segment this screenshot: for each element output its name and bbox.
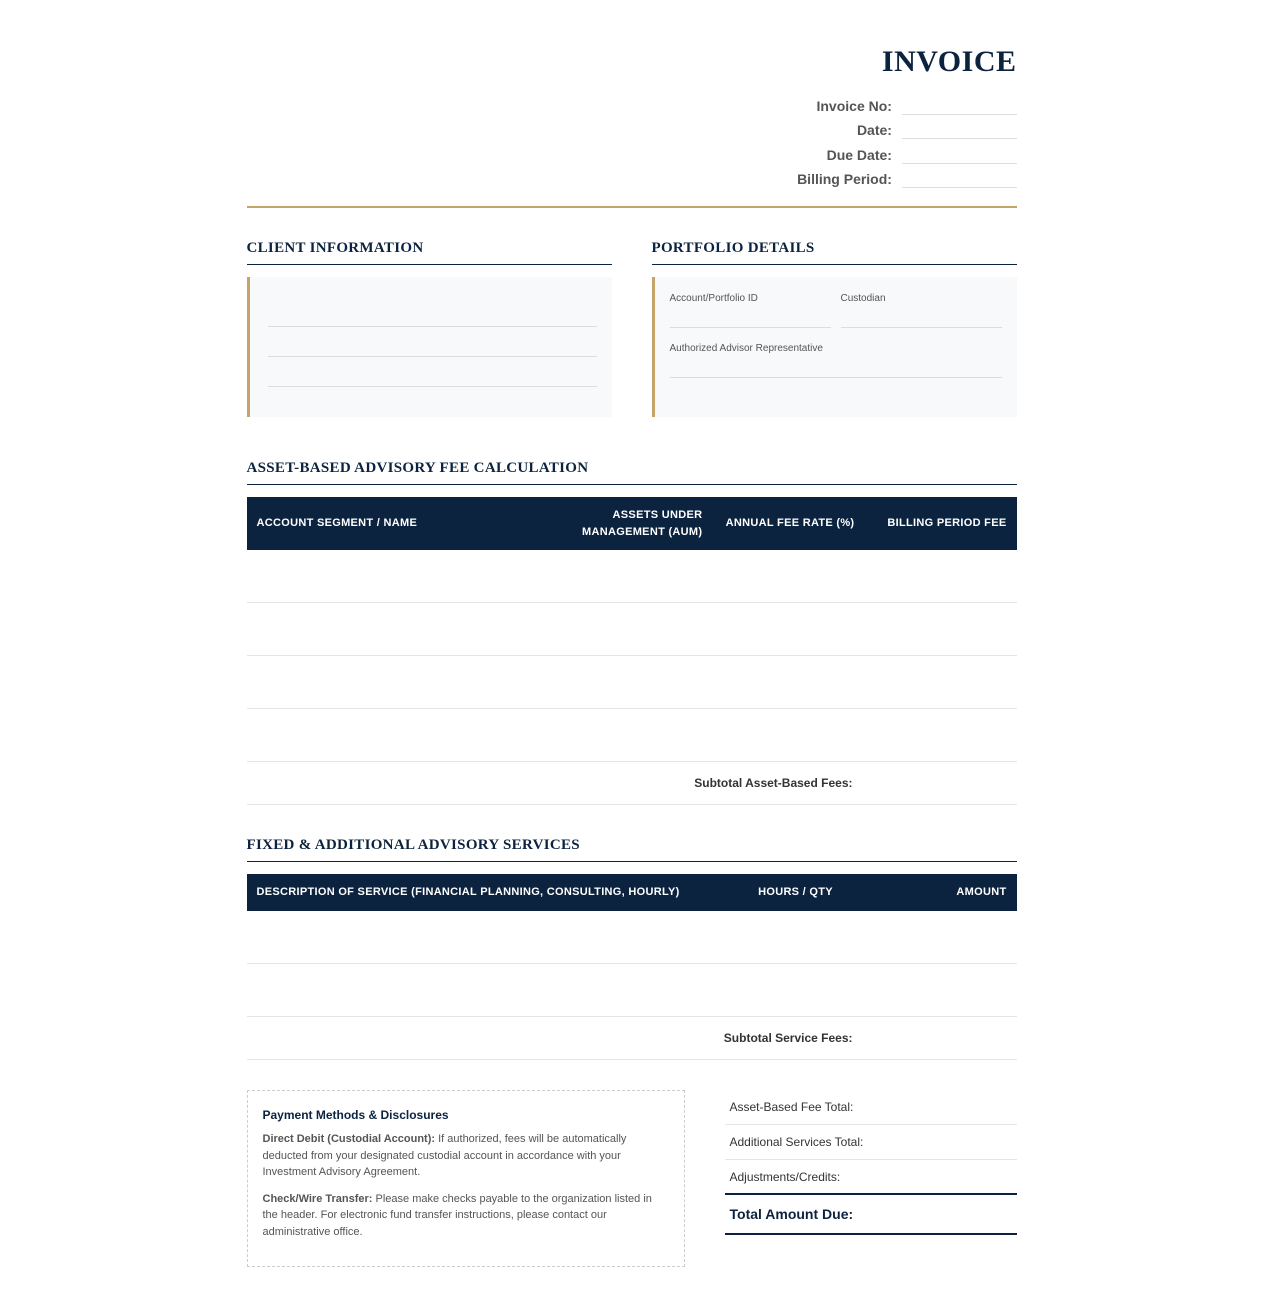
- services-section: [247, 837, 1017, 1060]
- direct-debit-note: [263, 1131, 669, 1181]
- date-row: [797, 115, 1017, 140]
- custodian-group: [841, 292, 1002, 342]
- account-id-label: Account/Portfolio ID: [669, 293, 758, 304]
- account-id-field[interactable]: [670, 305, 831, 328]
- portfolio-card: [652, 277, 1017, 417]
- check-wire-text: Please make checks payable to the organization listed in the header. For electronic fund transfer instructions, please contact our administrative office.: [262, 1192, 652, 1238]
- table-row[interactable]: [247, 603, 1017, 656]
- client-lines: [250, 277, 612, 387]
- asset-fee-title: ASSET-BASED ADVISORY FEE CALCULATION: [247, 460, 1017, 485]
- asset-subtotal-row: [247, 762, 1017, 805]
- advisor-field[interactable]: [670, 355, 1002, 378]
- billing-period-label: Billing Period:: [797, 171, 892, 187]
- info-grid: [247, 240, 1017, 417]
- col-account-segment: ACCOUNT SEGMENT / NAME: [256, 517, 418, 529]
- col-billing-fee: BILLING PERIOD FEE: [887, 517, 1007, 529]
- col-aum: ASSETS UNDER MANAGEMENT (AUM): [582, 508, 703, 538]
- table-row[interactable]: [247, 656, 1017, 709]
- invoice-meta: [797, 90, 1017, 188]
- invoice-number-field[interactable]: [902, 98, 1017, 115]
- invoice-header: [247, 44, 1017, 208]
- services-total-label: Additional Services Total:: [729, 1135, 864, 1149]
- invoice-title: INVOICE: [881, 45, 1017, 78]
- invoice-number-label: Invoice No:: [816, 97, 892, 114]
- invoice-page: [247, 0, 1017, 1267]
- client-contact-field[interactable]: [268, 357, 597, 387]
- portfolio-details: [652, 240, 1017, 417]
- client-name-field[interactable]: [268, 297, 597, 327]
- table-row[interactable]: [247, 911, 1017, 964]
- payment-title: Payment Methods & Disclosures: [262, 1108, 449, 1122]
- table-row[interactable]: [247, 964, 1017, 1017]
- asset-subtotal-label: Subtotal Asset-Based Fees:: [694, 776, 853, 790]
- totals-summary: [725, 1090, 1017, 1267]
- table-row[interactable]: [247, 709, 1017, 762]
- advisor-group: [670, 342, 1002, 392]
- due-date-label: Due Date:: [826, 146, 892, 163]
- asset-fee-table: [247, 497, 1017, 805]
- asset-fee-table-header: [247, 497, 1017, 550]
- col-fee-rate: ANNUAL FEE RATE (%): [725, 517, 855, 529]
- billing-period-field[interactable]: [902, 171, 1017, 188]
- col-hours-qty: HOURS / QTY: [758, 886, 833, 898]
- advisor-label: Authorized Advisor Representative: [669, 343, 823, 354]
- client-card: [247, 277, 612, 417]
- portfolio-row-2: [670, 342, 1002, 392]
- services-title: FIXED & ADDITIONAL ADVISORY SERVICES: [247, 837, 1017, 862]
- client-information: [247, 240, 612, 417]
- services-total-row: [725, 1125, 1017, 1160]
- client-address-field[interactable]: [268, 327, 597, 357]
- direct-debit-text: If authorized, fees will be automatically deducted from your designated custodial account in accordance with your Investment Advisory Agreement.: [262, 1133, 627, 1178]
- account-id-group: [670, 292, 831, 342]
- due-date-row: [797, 139, 1017, 164]
- table-row[interactable]: [247, 550, 1017, 603]
- services-subtotal-row: [247, 1017, 1017, 1060]
- adjustments-label: Adjustments/Credits:: [729, 1169, 841, 1184]
- invoice-number-row: [797, 90, 1017, 115]
- invoice-footer: [247, 1090, 1017, 1267]
- services-table: [247, 874, 1017, 1060]
- billing-period-row: [797, 164, 1017, 189]
- portfolio-details-title: PORTFOLIO DETAILS: [652, 240, 1017, 265]
- client-information-title: CLIENT INFORMATION: [247, 240, 612, 265]
- portfolio-fields: [655, 277, 1017, 392]
- custodian-field[interactable]: [841, 305, 1002, 328]
- grand-total-label: Total Amount Due:: [729, 1206, 854, 1222]
- check-wire-note: [263, 1191, 669, 1241]
- services-subtotal-label: Subtotal Service Fees:: [723, 1031, 853, 1045]
- services-table-header: [247, 874, 1017, 911]
- custodian-label: Custodian: [840, 293, 886, 304]
- date-label: Date:: [856, 122, 892, 138]
- col-service-description: DESCRIPTION OF SERVICE (FINANCIAL PLANNING, CONSULTING, HOURLY): [256, 886, 680, 898]
- col-amount: AMOUNT: [956, 886, 1007, 898]
- due-date-field[interactable]: [902, 147, 1017, 164]
- asset-total-label: Asset-Based Fee Total:: [729, 1100, 854, 1114]
- check-wire-label: Check/Wire Transfer:: [262, 1192, 373, 1205]
- date-field[interactable]: [902, 122, 1017, 139]
- grand-total-row: [725, 1195, 1017, 1235]
- adjustments-row: [725, 1160, 1017, 1195]
- payment-disclosures: [247, 1090, 685, 1267]
- portfolio-row-1: [670, 292, 1002, 342]
- direct-debit-label: Direct Debit (Custodial Account):: [262, 1133, 436, 1145]
- asset-fee-section: [247, 460, 1017, 805]
- asset-total-row: [725, 1090, 1017, 1125]
